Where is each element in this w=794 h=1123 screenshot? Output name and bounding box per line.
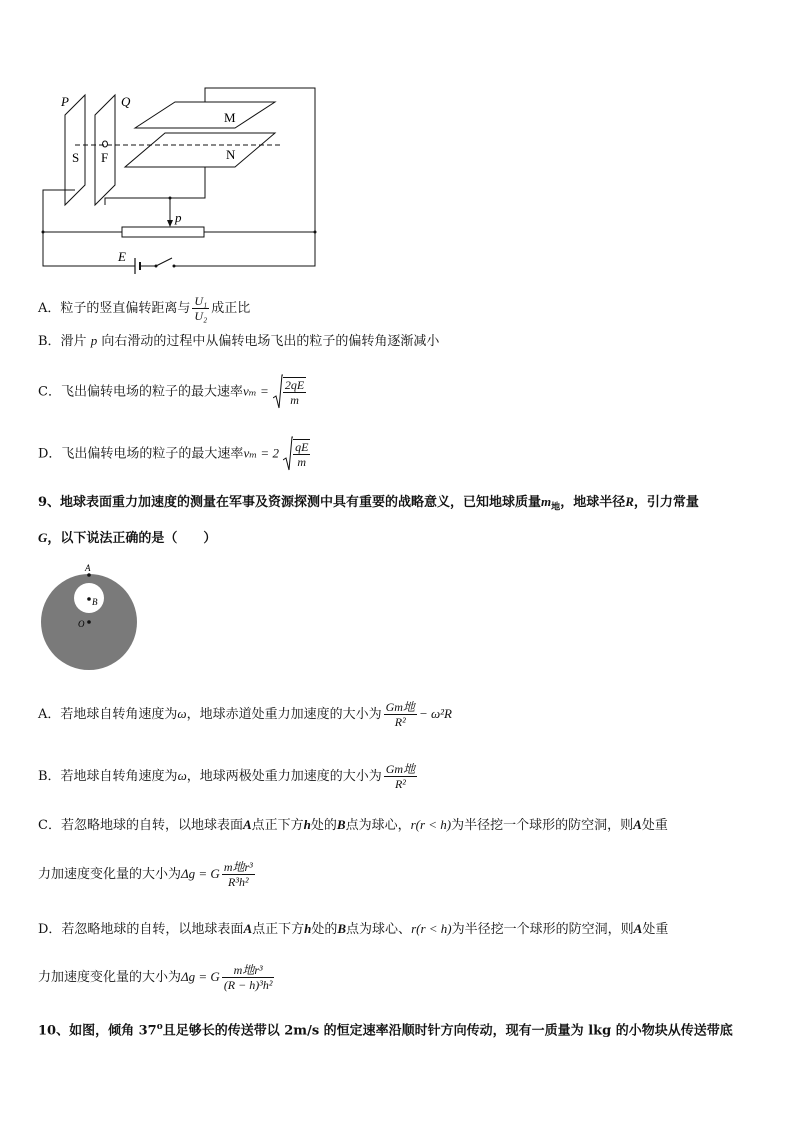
label-q-upper: Q <box>121 94 131 109</box>
rheostat <box>122 227 204 237</box>
q9-stem-line1: 9、地球表面重力加速度的测量在军事及资源探测中具有重要的战略意义，已知地球质量$m_地$，地球半径R，引力常量 <box>38 494 699 513</box>
label-e: E <box>118 249 126 264</box>
plate-m <box>135 102 275 128</box>
q9-option-d-line1: D．若忽略地球的自转，以地球表面A点正下方h处的B点为球心、r(r < h)为半径挖一个球形的防空洞，则A处重 <box>38 921 669 937</box>
label-m: M <box>224 110 236 125</box>
label-slider-p: p <box>175 210 182 225</box>
label-s: S <box>72 150 80 165</box>
q9-option-d-line2: 力加速度变化量的大小为Δg = G $\frac{\text{m地r³}}{\text{(R − h)³h²}}$ <box>38 963 273 992</box>
q8-option-b: B．滑片 p 向右滑动的过程中从偏转电场飞出的粒子的偏转角逐渐减小 <box>38 333 440 349</box>
q9-option-c-line1: C．若忽略地球的自转，以地球表面A点正下方h处的B点为球心，r(r < h)为半径挖一个球形的防空洞，则A处重 <box>38 817 668 833</box>
q9-option-a: A．若地球自转角速度为ω，地球赤道处重力加速度的大小为 $\frac{\text{Gm地}}{\text{R²}}$ − ω²R <box>38 700 452 729</box>
fig-label-b: B <box>92 597 98 607</box>
sqrt-symbol: $\frac{2qE}{m}$ <box>273 374 306 410</box>
circuit-diagram <box>35 80 335 280</box>
q9-option-b: B．若地球自转角速度为ω，地球两极处重力加速度的大小为 $\frac{\text{Gm地}}{\text{R²}}$ <box>38 762 416 791</box>
q8-option-a: A．粒子的竖直偏转距离与 $\frac{\text{U₁}}{\text{U₂}}$ 成正比 <box>38 294 251 323</box>
fig-label-o: O <box>78 619 85 629</box>
earth-cavity-figure <box>38 560 142 672</box>
switch <box>156 258 172 266</box>
q8-option-c: C．飞出偏转电场的粒子的最大速率vₘ = $\frac{2qE}{m}$ <box>38 374 306 410</box>
plate-n <box>125 133 275 167</box>
fig-label-a: A <box>85 563 91 573</box>
label-f: F <box>101 150 109 165</box>
label-p-upper: P <box>61 94 69 109</box>
q9-option-c-line2: 力加速度变化量的大小为Δg = G $\frac{\text{m地r³}}{\text{R³h²}}$ <box>38 860 253 889</box>
q10-stem: 10、如图，倾角 37$^o$且足够长的传送带以 2m/s 的恒定速率沿顺时针方向传动，现有一质量为 lkg 的小物块从传送带底 <box>38 1022 733 1039</box>
q8-option-d: D．飞出偏转电场的粒子的最大速率vₘ = 2 $\frac{qE}{m}$ <box>38 436 310 472</box>
sqrt-symbol: $\frac{qE}{m}$ <box>283 436 310 472</box>
q9-stem-line2: G，以下说法正确的是（ ） <box>38 530 217 546</box>
label-n: N <box>226 147 236 162</box>
